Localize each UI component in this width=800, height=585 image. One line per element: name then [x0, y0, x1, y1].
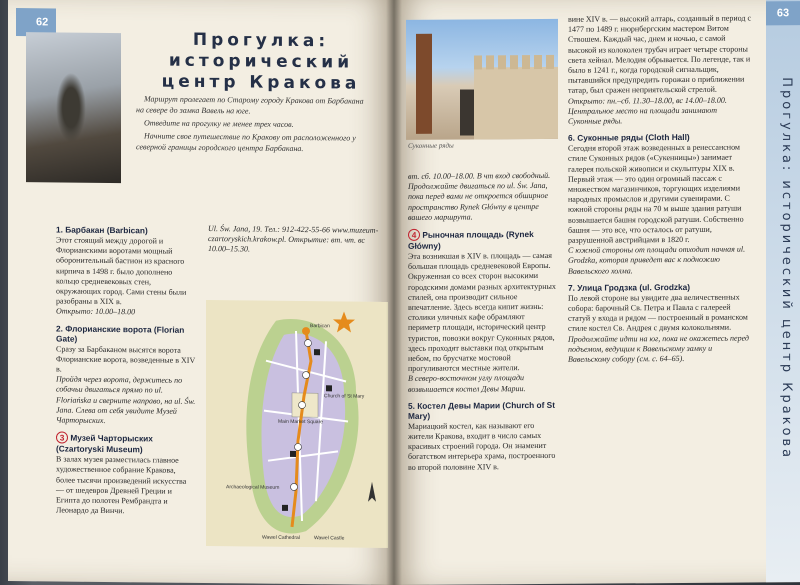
right-column-2: [568, 14, 752, 366]
section-heading: 5. Костел Девы Марии (Church of St Mary): [408, 399, 555, 421]
opening-hours: Открыто: 10.00–18.00: [56, 306, 136, 317]
section-heading: 6. Суконные ряды (Cloth Hall): [568, 132, 690, 144]
map-label: Archaeological Museum: [226, 484, 280, 491]
map-label: Wawel Cathedral: [262, 534, 300, 542]
opening-hours: Открыто: пн.–сб. 11.30–18.00, вс 14.00–18.00.: [568, 95, 727, 106]
route-note: Продолжайте двигаться по ul. Św. Jana, пока перед вами не откроется обширное пространство Rynek Główny в центре вашего маршрута.: [408, 181, 549, 222]
statue-photo: [26, 32, 121, 183]
intro-text: [136, 93, 368, 156]
map-graphic: [206, 300, 388, 548]
section-heading: [56, 432, 196, 455]
left-page: [8, 0, 394, 585]
section-note: С южной стороны от площади отходит начная ul. Grodzka, которая приведет вас к подножию Вавельского холма.: [568, 244, 746, 276]
heading-text: Музей Чарторыских (Czartoryski Museum): [56, 432, 153, 455]
circled-number: 4: [408, 229, 420, 241]
intro-paragraph: Маршрут пролегает по Старому городу Кракова от Барбакана на севере до замка Вавель на юге.: [136, 94, 364, 116]
photo-caption: Суконные ряды: [408, 141, 454, 150]
section-heading: [408, 228, 558, 251]
map-label: Wawel Castle: [314, 535, 345, 542]
section-body: В залах музея разместилась главное художественное собрание Кракова, более тысячи произведений искусства — от шедевров Древней Греции и Египта до полотен Рембрандта и Леонардо да Винчи.: [56, 454, 187, 516]
map-label: Barbican: [310, 323, 330, 330]
right-column-1: [408, 171, 558, 473]
section-heading: 7. Улица Гродзка (ul. Grodzka): [568, 281, 691, 293]
heading-text: Рыночная площадь (Rynek Główny): [408, 229, 534, 251]
vertical-title: Прогулка: исторический центр Кракова: [779, 77, 794, 461]
section-note: Пройдя через ворота, держитесь по собачьи двигаться прямо по ul. Floriańska и сверните направо, на ul. Św. Jana. Слева от себя увидите Музей Чарторыских.: [56, 374, 196, 426]
page-number-left: 62: [16, 8, 56, 36]
intro-paragraph: Отведите на прогулку не менее трех часов.: [144, 118, 294, 129]
cloth-hall-building: [474, 67, 558, 140]
section-body: Этот стоящий между дорогой и Флорианскими воротами мощный оборонительный бастион из красного кирпича в 1498 г. было дополнено кольцо средневековых стен, окружающих город. Сами стены были разобраны в XIX в.: [56, 235, 187, 307]
hours-text: вт. сб. 10.00–18.00. В чт вход свободный.: [408, 170, 551, 181]
statue: [460, 89, 474, 135]
section-note: В северо-восточном углу площади возвышается костел Девы Марии.: [408, 373, 526, 394]
museum-info-block: [208, 224, 386, 256]
section-body: Сегодня второй этаж возведенных в ренессансном стиле Суконных рядов («Сукенницы») занимает галерея польской живописи и скульптуры XIX в. Первый этаж — это один огромный пассаж с множеством магазинчиков, торгующих изделиями народных промыслов и другими сувенирами. С южной стороны ряды на 70 м выше здания ратуши возвышается башня городской ратуши. Собственно башня — это все, что осталось от ратуши, разрушенной австрийцами в 1820 г.: [568, 142, 744, 245]
section-body: Сразу за Барбаканом высятся ворота Флорианские ворота, возведенные в XIV в.: [56, 344, 196, 374]
circled-number: 3: [56, 432, 68, 444]
right-page: [394, 0, 800, 585]
section-body: вине XIV в. — высокий алтарь, созданный в период с 1477 по 1489 г. нюрнбергским мастером Витом Ствошем. Каждый час, днем и ночью, с самой высокой из колоколен трубач играет четыре стороны света хейнал. Мелодия обрывается. По легенде, так и было в 1241 г., когда городской сигнальщик, пытавшийся предупредить горожан о приближении татар, был сражен неприятельской стрелой.: [568, 13, 751, 96]
section-body: Мариацкий костел, как называют его жители Кракова, входит в число самых красивых строений города. Он знаменит богатством интерьера храма, построенного во второй половине XIV в.: [408, 420, 556, 472]
left-column: [56, 218, 196, 517]
section-heading: 2. Флорианские ворота (Florian Gate): [56, 323, 185, 344]
section-body: По левой стороне вы увидите два величественных собора: барочный Св. Петра и Павла с галереей статуй у входа и рядом — построенный в романском стиле костел Св. Андрея с двумя колокольнями.: [568, 292, 748, 334]
map-label: Church of St Mary: [324, 393, 365, 400]
map-label: Main Market Square: [278, 418, 324, 426]
page-title: Прогулка: исторический центр Кракова: [161, 29, 361, 94]
cloth-hall-photo: [406, 19, 558, 140]
section-note: Продолжайте идти на юг, пока не окажетесь перед подъемом, ведущим к Вавельскому замку и Вавельскому собору (см. с. 64–65).: [568, 333, 749, 364]
walking-map: [206, 300, 388, 548]
museum-info: Ul. Św. Jana, 19. Тел.: 912-422-55-66 www.muzeum-czartoryskich.krakow.pl. Открытие: вт. чт. вс 10.00–15.30.: [208, 224, 379, 254]
town-hall-tower: [416, 34, 432, 134]
intro-paragraph: Начните свое путешествие по Кракову от расположенного у северной границы городского центра Барбакана.: [136, 131, 356, 154]
section-body: Эта возникшая в XIV в. площадь — самая большая площадь средневековой Европы. Окруженная со всех сторон высокими городскими домами разных архитектурных стилей, она производит сильное впечатление. Здесь всегда кипит жизнь: столики уличных кафе обрамляют периметр площади, исторический центр туристов, повозки вокруг Суконных рядов, здесь проходят выставки под открытым небом, по брусчатке мостовой прогуливаются местные жители.: [408, 250, 556, 374]
book-spine: [386, 0, 402, 585]
section-note: Центральное место на площади занимают Суконные ряды.: [568, 105, 718, 126]
page-number-right: 63: [766, 1, 800, 25]
section-heading: 1. Барбакан (Barbican): [56, 224, 148, 236]
